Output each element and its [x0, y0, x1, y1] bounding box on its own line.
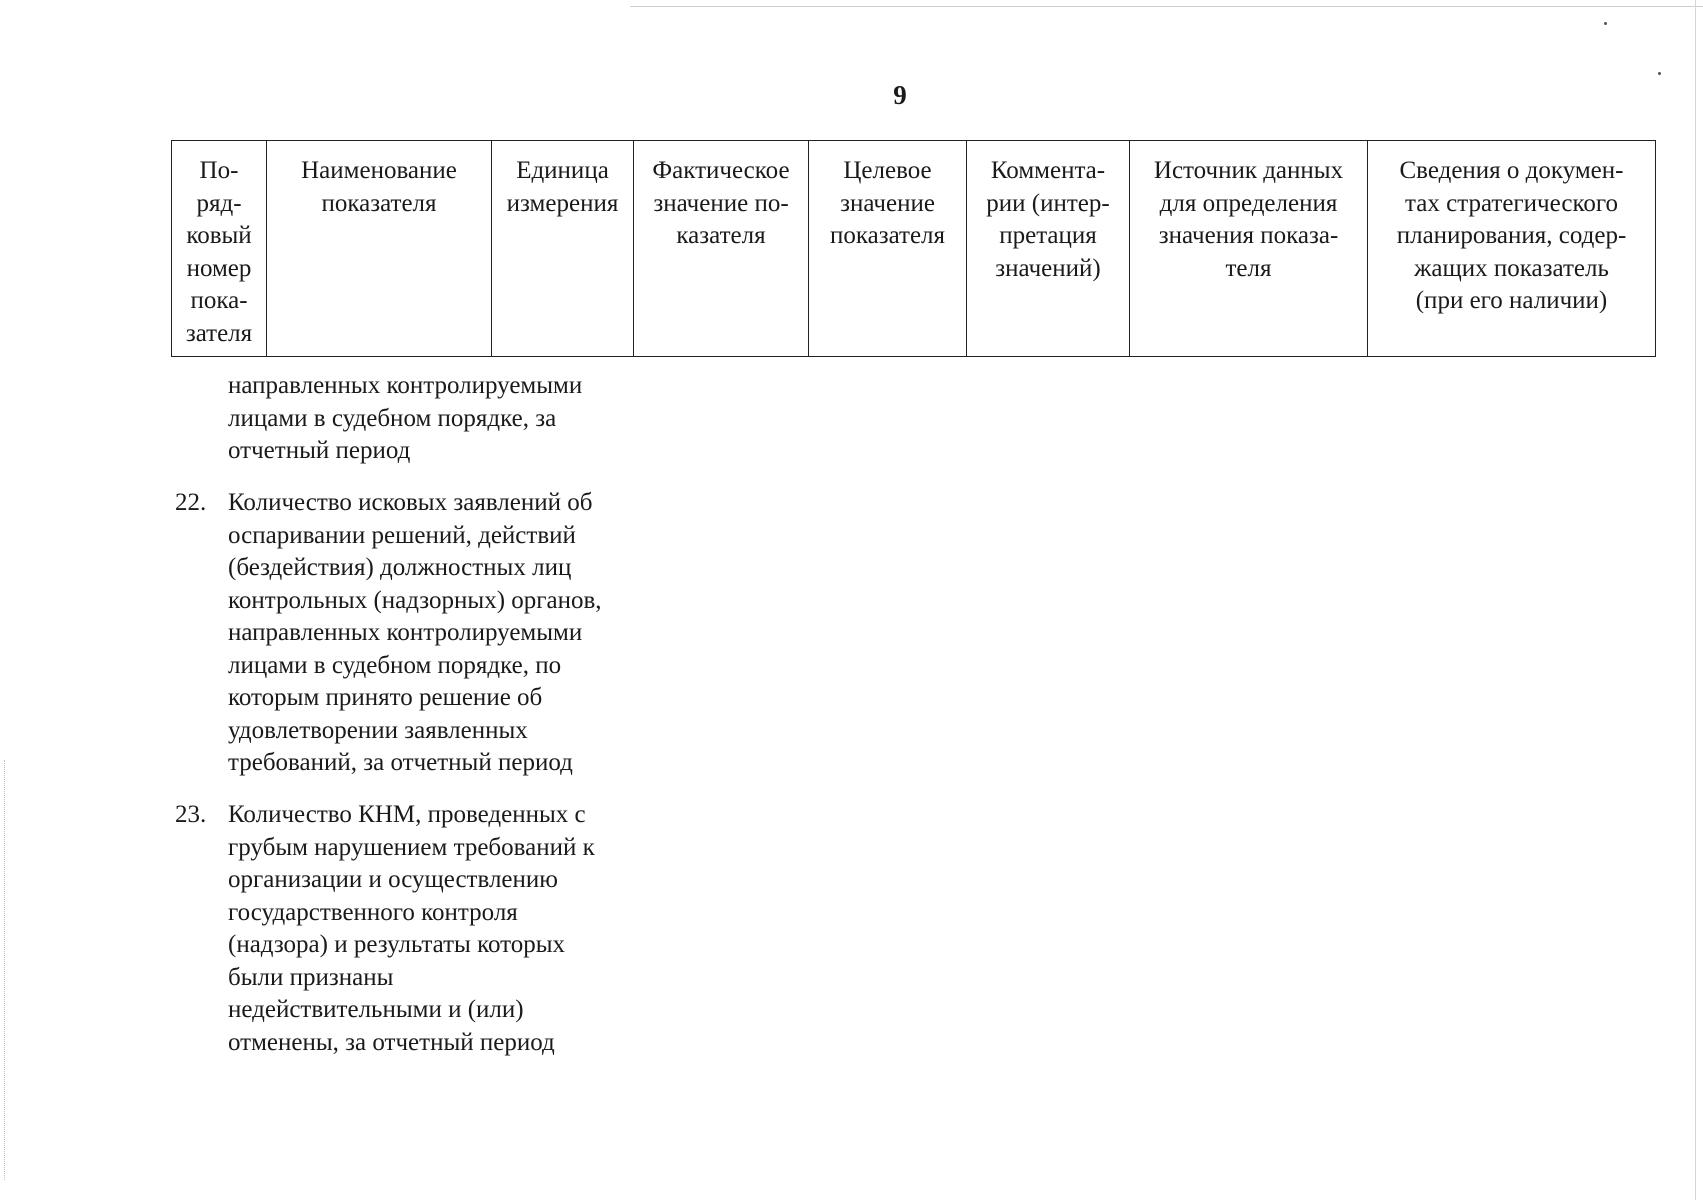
indicator-number: 22.: [175, 489, 207, 516]
scan-edge-line: [4, 760, 6, 1180]
column-header-strategic-documents: Сведения о докумен- тах стратегического планирования, содер- жащих показатель (при его наличии): [1368, 141, 1656, 357]
column-header-unit: Единица измерения: [492, 141, 634, 357]
column-header-indicator-name: Наименование показателя: [267, 141, 492, 357]
column-header-serial-number: По- ряд- ковый номер пока- зателя: [172, 141, 267, 357]
continued-indicator-name: направленных контролируемыми лицами в судебном порядке, за отчетный период: [228, 372, 583, 464]
indicator-number: 23.: [175, 801, 207, 828]
header-row: [172, 141, 1656, 357]
scan-edge-line: [1695, 0, 1696, 1200]
indicator-table-header: [171, 140, 1656, 357]
scan-speck: [1658, 72, 1661, 75]
column-header-actual-value: Фактическое значение по- казателя: [634, 141, 809, 357]
column-header-comments: Коммента- рии (интер- претация значений): [967, 141, 1130, 357]
column-header-data-source: Источник данных для определения значения показа- теля: [1130, 141, 1368, 357]
page-number: 9: [893, 80, 907, 110]
scan-speck: [1604, 22, 1607, 25]
column-header-target-value: Целевое значение показателя: [809, 141, 967, 357]
scan-edge-line: [630, 6, 1703, 7]
indicator-name: Количество КНМ, проведенных с грубым нарушением требований к организации и осуществлению государственного контроля (надзора) и результаты которых были признаны недействительными и (или) отменены, за отчетный период: [228, 801, 595, 1056]
indicator-name: Количество исковых заявлений об оспаривании решений, действий (бездействия) должностных лиц контрольных (надзорных) органов, направленных контролируемыми лицами в судебном порядке, по которым принято решение об удовлетворении заявленных требований, за отчетный период: [228, 489, 602, 776]
